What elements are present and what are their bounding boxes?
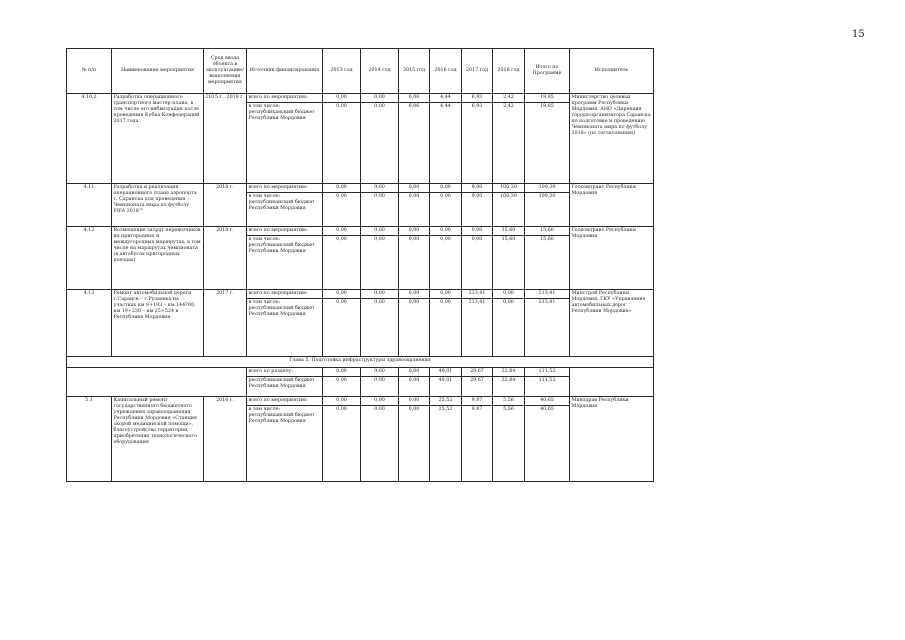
measure-name: Возмещение затрат перевозчиков на пригородных и междугородных маршрутах, в том числе на маршрутах чемпионата (в автобусах пригородных поездах): [112, 227, 204, 290]
value-cell: 0,00: [323, 368, 361, 377]
value-cell: 0,00: [430, 227, 462, 236]
value-cell: 0,00: [361, 103, 399, 184]
value-cell: 0,00: [361, 94, 399, 103]
funding-source: всего по разделу:: [247, 368, 323, 377]
value-cell: 0,00: [361, 377, 399, 397]
header-cell: Источник финансирования: [247, 49, 323, 94]
header-cell: Итого по Программе: [525, 49, 570, 94]
measure-term: 2015 г., 2018 г.: [204, 94, 247, 184]
value-cell: 0,00: [399, 290, 430, 299]
funding-source: республиканский бюджет Республики Мордовия: [247, 377, 323, 397]
value-cell: 9,87: [462, 397, 493, 406]
header-row: [67, 49, 654, 94]
value-cell: 0,00: [361, 236, 399, 290]
value-cell: 0,00: [430, 193, 462, 227]
total-cell: 19,85: [525, 94, 570, 103]
funding-source: в том числе: республиканский бюджет Республики Мордовия: [247, 103, 323, 184]
value-cell: 100,30: [493, 184, 525, 193]
funding-source: в том числе: республиканский бюджет Республики Мордовия: [247, 299, 323, 357]
measure-term: 2018 г.: [204, 227, 247, 290]
header-cell: 2015 год: [399, 49, 430, 94]
value-cell: 0,00: [361, 290, 399, 299]
header-cell: Исполнитель: [570, 49, 654, 94]
value-cell: 32,84: [493, 368, 525, 377]
value-cell: 0,00: [399, 236, 430, 290]
value-cell: 5,56: [493, 397, 525, 406]
value-cell: 32,84: [493, 377, 525, 397]
value-cell: 0,00: [430, 290, 462, 299]
value-cell: 0,00: [361, 397, 399, 406]
table-row: [67, 290, 654, 299]
value-cell: 0,00: [323, 397, 361, 406]
row-number: 4.13: [67, 290, 112, 357]
value-cell: 15,60: [493, 227, 525, 236]
value-cell: 4,44: [430, 103, 462, 184]
header-cell: 2017 год: [462, 49, 493, 94]
measure-name: Разработка и реализация операционного плана аэропорта г. Саранска для проведения Чемпионата мира по футболу FIFA 2018™: [112, 184, 204, 227]
value-cell: 0,00: [323, 236, 361, 290]
value-cell: 0,00: [430, 184, 462, 193]
section-total-row: [67, 368, 654, 377]
value-cell: 0,00: [361, 184, 399, 193]
value-cell: 0,00: [323, 377, 361, 397]
executor: Минстрой Республики Мордовия, ГКУ «Управление автомобильных дорог Республики Мордовия»: [570, 290, 654, 357]
value-cell: 0,00: [399, 406, 430, 482]
measure-name: Разработка операционного транспортного мастер-плана, в том числе его вибвизуация после проведения Кубка Конфедераций 2017 года: [112, 94, 204, 184]
measure-name: Капитальный ремонт государственного бюджетного учреждения здравоохранения Республики Мордовия «Станция скорой медицинской помощи», благоустройство территории, приобретение технологического оборудования: [112, 397, 204, 482]
funding-source: всего по мероприятию:: [247, 290, 323, 299]
value-cell: 0,00: [430, 299, 462, 357]
funding-source: всего по мероприятию:: [247, 184, 323, 193]
measure-term: 2017 г.: [204, 290, 247, 357]
value-cell: 29,67: [462, 377, 493, 397]
value-cell: 0,00: [462, 236, 493, 290]
total-cell: 111,52: [525, 377, 570, 397]
table-row: [67, 184, 654, 193]
value-cell: 0,00: [323, 227, 361, 236]
header-cell: 2014 год: [361, 49, 399, 94]
value-cell: 2,42: [493, 103, 525, 184]
value-cell: 9,87: [462, 406, 493, 482]
value-cell: 9,00: [462, 193, 493, 227]
value-cell: 25,52: [430, 406, 462, 482]
total-cell: 111,52: [525, 368, 570, 377]
value-cell: 0,00: [361, 193, 399, 227]
executor: Госкомтранс Республики Мордовия: [570, 184, 654, 227]
value-cell: 0,00: [323, 299, 361, 357]
value-cell: 6,93: [462, 94, 493, 103]
header-cell: Срок ввода объекта в эксплуатацию/ выполнения мероприятия: [204, 49, 247, 94]
funding-source: всего по мероприятию:: [247, 227, 323, 236]
row-number: 4.10.2: [67, 94, 112, 184]
header-cell: 2016 год: [430, 49, 462, 94]
funding-source: всего по мероприятию:: [247, 397, 323, 406]
total-cell: 109,30: [525, 184, 570, 193]
funding-source: в том числе: республиканский бюджет Республики Мордовия: [247, 236, 323, 290]
value-cell: 0,00: [323, 290, 361, 299]
funding-source: в том числе: республиканский бюджет Республики Мордовия: [247, 193, 323, 227]
value-cell: 15,60: [493, 236, 525, 290]
blank-cell: [570, 368, 654, 397]
value-cell: 6,06: [399, 94, 430, 103]
total-cell: 40,65: [525, 397, 570, 406]
value-cell: 0,00: [399, 377, 430, 397]
value-cell: 0,00: [361, 406, 399, 482]
value-cell: 29,67: [462, 368, 493, 377]
value-cell: 213,41: [462, 299, 493, 357]
table-row: [67, 397, 654, 406]
section-title-row: [67, 357, 654, 368]
value-cell: 213,41: [462, 290, 493, 299]
total-cell: 15,60: [525, 227, 570, 236]
value-cell: 0,00: [493, 299, 525, 357]
value-cell: 0,00: [361, 299, 399, 357]
funding-source: в том числе: республиканский бюджет Республики Мордовия: [247, 406, 323, 482]
value-cell: 0,00: [399, 299, 430, 357]
total-cell: 15,60: [525, 236, 570, 290]
value-cell: 5,56: [493, 406, 525, 482]
row-number: 5.1: [67, 397, 112, 482]
executor: Минздрав Республики Мордовия: [570, 397, 654, 482]
program-table: [66, 48, 654, 482]
blank-cell: [67, 368, 247, 397]
value-cell: 0,00: [430, 236, 462, 290]
value-cell: 9,00: [462, 184, 493, 193]
measure-term: 2018 г.: [204, 184, 247, 227]
value-cell: 0,00: [323, 193, 361, 227]
total-cell: 19,85: [525, 103, 570, 184]
value-cell: 4,44: [430, 94, 462, 103]
funding-source: всего по мероприятию:: [247, 94, 323, 103]
value-cell: 2,42: [493, 94, 525, 103]
value-cell: 0,00: [399, 397, 430, 406]
value-cell: 6,93: [462, 103, 493, 184]
executor: Госкомтранс Республики Мордовия: [570, 227, 654, 290]
page-number: 15: [852, 29, 865, 40]
value-cell: 0,00: [493, 290, 525, 299]
total-cell: 40,65: [525, 406, 570, 482]
table-row: [67, 94, 654, 103]
table-row: [67, 227, 654, 236]
total-cell: 213,41: [525, 299, 570, 357]
header-cell: 2018 год: [493, 49, 525, 94]
value-cell: 0,00: [399, 368, 430, 377]
value-cell: 0,00: [323, 184, 361, 193]
row-number: 4.11: [67, 184, 112, 227]
total-cell: 213,41: [525, 290, 570, 299]
value-cell: 6,06: [399, 103, 430, 184]
value-cell: 0,00: [361, 368, 399, 377]
value-cell: 0,00: [323, 406, 361, 482]
measure-name: Ремонт автомобильной дороги г.Саранск – г.Рузаевка на участках км 8+183 – км 144700, км 19+230 – км 25+524 в Республике Мордовия: [112, 290, 204, 357]
value-cell: 0,00: [462, 227, 493, 236]
total-cell: 109,30: [525, 193, 570, 227]
value-cell: 0,00: [323, 94, 361, 103]
section-title: Глава 5. Подготовка инфраструктуры здравоохранения: [67, 357, 654, 368]
value-cell: 0,00: [323, 103, 361, 184]
value-cell: 0,00: [399, 193, 430, 227]
executor: Министерство целевых программ Республики Мордовия, АНО «Дирекция города-организатора Саранска по подготовке и проведению Чемпионата мира по футболу 2018» (по согласованию): [570, 94, 654, 184]
header-cell: 2013 год: [323, 49, 361, 94]
measure-term: 2016 г.: [204, 397, 247, 482]
row-number: 4.12: [67, 227, 112, 290]
value-cell: 49,01: [430, 368, 462, 377]
header-cell: № п/п: [67, 49, 112, 94]
value-cell: 100,30: [493, 193, 525, 227]
value-cell: 25,52: [430, 397, 462, 406]
value-cell: 0,00: [399, 184, 430, 193]
header-cell: Наименование мероприятия: [112, 49, 204, 94]
value-cell: 0,00: [399, 227, 430, 236]
value-cell: 0,00: [361, 227, 399, 236]
value-cell: 49,01: [430, 377, 462, 397]
